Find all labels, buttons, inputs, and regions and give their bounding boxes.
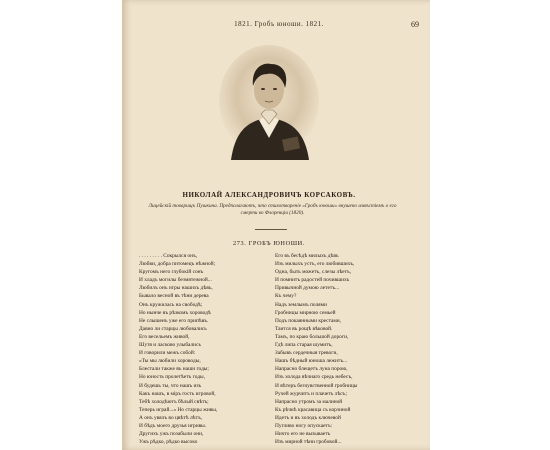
poem-line: Изъ милыхъ устъ, его любившихъ, [275,261,355,268]
poem-line: Подъ покаянными крестами, [275,317,342,324]
poem-column-left [139,252,217,446]
poem-line: Гдѣ липа старая шумитъ, [275,342,333,349]
poem-line: Забывъ сердечныя тревоги, [275,350,338,357]
poem-line: Тебѣ холодѣютъ бѣлый свѣтъ; [139,398,209,405]
poem-line: Бывало весной въ тѣни дерева [139,293,209,300]
poem-line: Нашъ бѣдный юноша лежитъ... [275,358,348,365]
poem-line: Любви, добра питомецъ нѣжной; [139,261,216,268]
section-divider [255,229,287,230]
poem-line: Ручей журчитъ и плачетъ лѣсъ; [275,390,347,397]
poem-line: Таится въ рощѣ вѣковой. [275,325,333,332]
poem-line: Идетъ и въ холодъ ключевой [275,414,341,421]
poem-line: И хладъ могилы безмятежной... [139,277,212,284]
poem-line: Къ чему? [275,293,297,300]
poem-line: Привычной думою лететъ... [275,285,340,292]
poem-line: И говорили межъ собой: [139,350,196,357]
running-title: 1821. Гробъ юноши. 1821. [234,20,324,28]
portrait-caption: Лицейскій товарищъ Пушкина. Предполагаютъ, что стихотвореніе «Гробъ юноши» внушено извѣстіемъ о его смерти во Флоренціи (1820). [148,203,397,216]
poem-line: Напрасно утромъ за малиной [275,398,343,405]
poem-line: Его весельемъ живой, [139,333,190,340]
poem-line: Шутя и ласково улыбались [139,342,201,349]
poem-line: Напрасно блещетъ луна порою, [275,366,348,373]
poem-line: Другихъ ужъ позабыли они, [139,431,204,438]
poem-line: Ужъ рѣдко, рѣдко высоко [139,439,198,446]
poem-line: . . . . . . . . . Сокрылся онъ, [139,253,198,259]
eye-right [273,88,277,90]
right-margin [430,0,550,450]
portrait-title: НИКОЛАЙ АЛЕКСАНДРОВИЧЪ КОРСАКОВЪ. [182,191,356,199]
poem-line: Кругомъ него глубокій сонъ [139,269,204,276]
poem-line: А онъ увялъ во цвѣтѣ лѣтъ, [139,414,203,421]
poem-line: Но нынче въ рѣзкомъ хороводѣ [139,309,211,316]
poem-line: Къ рѣчкѣ красавица съ корзиной [275,406,351,413]
page-number: 69 [411,20,419,29]
poem-column-right [275,252,357,446]
poem-line: Его въ бесѣдѣ милыхъ дѣвъ [275,253,339,259]
poem-line: Любилъ онъ игры нашихъ дѣвъ, [139,285,213,292]
poem-line: И вѣтеръ безчувственной гробницы [275,382,358,389]
poem-line: Теперь играй...» Но старцы живы, [139,406,218,413]
poem-line: «Ты мы любили хороводы, [139,358,201,365]
poem-line: Онъ кружилась на свободѣ; [139,301,203,308]
poem-line: Какъ нашъ, в міръ гость игровой, [139,390,216,397]
poem-line: Гробницы мирною семьей [275,309,336,316]
poem-line: Ничто его не вызываетъ [275,431,331,438]
poem-line: И помнитъ радостей почившихъ [275,277,350,284]
poem-line: Надъ землымъ полями [275,301,327,308]
poem-line: Изъ холода вѣчнаго средь небесъ, [275,374,353,381]
poem-line: Давно ли старцы любовались [139,325,207,332]
left-margin [0,0,122,450]
poem-line: Блестали также въ наши годы; [139,366,209,373]
poem-line: Но юность пролетѣетъ годы, [139,374,206,381]
poem-line: Тамъ, по краю большой дороги, [275,333,349,340]
poem-line: Изъ мирной тѣни гробовой... [275,439,342,446]
poem-line: И бѣдъ моего друзья игривы. [139,422,207,429]
eye-left [261,88,265,90]
poem-title: 273. ГРОБЪ ЮНОШИ. [233,240,305,247]
portrait-engraving [213,42,325,160]
poem-line: Пугливо ногу опускаетъ: [275,422,333,429]
poem-line: И будешь ты, что нашъ изъ [139,382,202,389]
poem-line: Не слышенъ уже его припѣвъ. [139,317,209,324]
poem-line: Одна, быть можетъ, слезы лѣетъ, [275,269,352,276]
